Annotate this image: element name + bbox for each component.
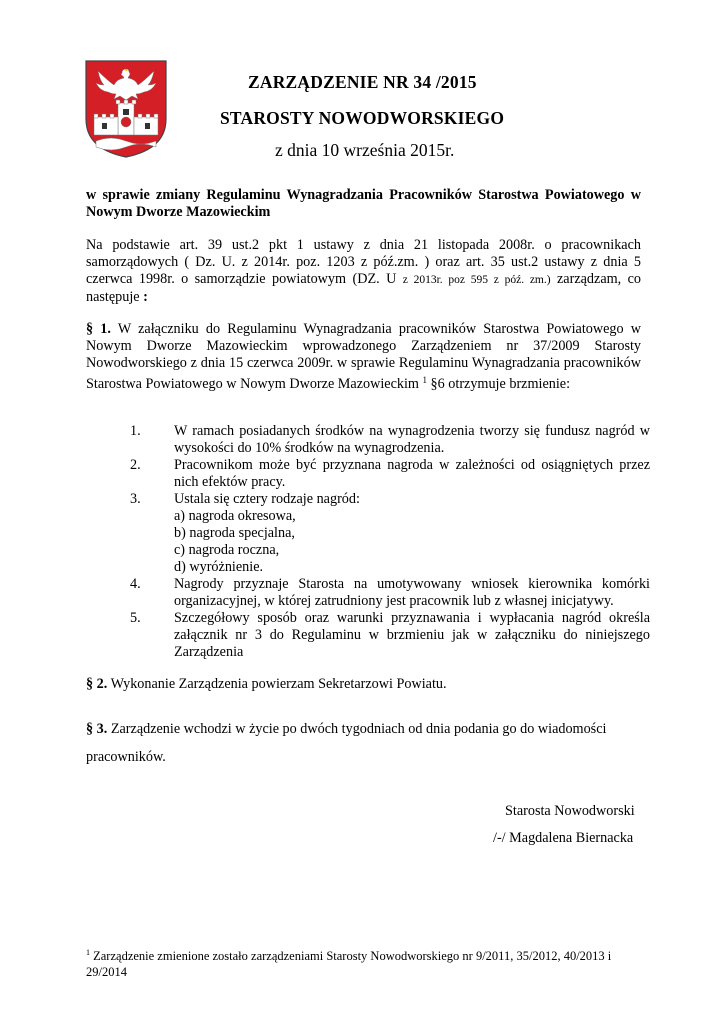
document-date: z dnia 10 września 2015r. — [275, 140, 455, 160]
section-1-mark: § 1. — [86, 321, 111, 337]
section-1-text: W załączniku do Regulaminu Wynagradzania pracowników Starostwa Powiatowego w Nowym Dworze Mazowieckim wprowadzonego Zarządzeniem nr 37/2009 Starosty Nowodworskiego z dnia 15 czerwca 2009r. w sprawie Regulaminu Wynagradzania pracowników Starostwa Powiatowego w Nowym Dworze Mazowieckim — [86, 321, 642, 392]
list-item-number: 1. — [130, 423, 141, 439]
list-item — [130, 423, 650, 457]
footnote-number: 1 — [86, 948, 90, 957]
document-subject: w sprawie zmiany Regulaminu Wynagradzania Pracowników Starostwa Powiatowego w Nowym Dworze Mazowieckim — [86, 187, 641, 220]
sub-list-item: a) nagroda okresowa, — [174, 508, 296, 524]
legal-basis-reference: z 2013r. poz 595 z póź. zm.) — [402, 274, 551, 286]
list-item-number: 2. — [130, 457, 141, 473]
sub-list-item: b) nagroda specjalna, — [174, 525, 295, 541]
section-2-mark: § 2. — [86, 676, 108, 692]
list-item-number: 5. — [130, 610, 141, 626]
sub-list-item: c) nagroda roczna, — [174, 542, 280, 558]
list-item-number: 4. — [130, 576, 141, 592]
section-3-text: Zarządzenie wchodzi w życie po dwóch tygodniach od dnia podania go do wiadomości pracowników. — [86, 721, 607, 765]
list-item — [130, 576, 650, 610]
section-3-paragraph — [86, 715, 646, 771]
footnote-text: Zarządzenie zmienione zostało zarządzeniami Starosty Nowodworskiego nr 9/2011, 35/2012, 40/2013 i 29/2014 — [86, 949, 612, 979]
list-item-text: Szczegółowy sposób oraz warunki przyznawania i wypłacania nagród określa załącznik nr 3 do Regulaminu w brzmieniu jak w załączniku do niniejszego Zarządzenia — [174, 610, 650, 660]
list-item — [130, 491, 650, 576]
sub-list-item: d) wyróżnienie. — [174, 559, 264, 575]
legal-basis-paragraph — [86, 237, 641, 306]
legal-basis-text: Na podstawie art. 39 ust.2 pkt 1 ustawy z dnia 21 listopada 2008r. o pracownikach samorządowych ( Dz. U. z 2014r. poz. 1203 z póź.zm. ) oraz art. 35 ust.2 ustawy z dnia 5 czerwca 1998r. o samorządzie powiatowym (DZ. U — [86, 237, 641, 287]
document-title: ZARZĄDZENIE NR 34 /2015 — [248, 72, 477, 92]
list-item-text: Ustala się cztery rodzaje nagród: — [174, 491, 360, 507]
section-1-list — [130, 423, 650, 661]
document-issuer: STAROSTY NOWODWORSKIEGO — [220, 108, 505, 128]
legal-basis-colon: : — [143, 289, 148, 305]
section-2-paragraph — [86, 676, 447, 693]
section-1-paragraph — [86, 321, 641, 393]
section-2-text: Wykonanie Zarządzenia powierzam Sekretarzowi Powiatu. — [107, 676, 447, 692]
list-item-text: W ramach posiadanych środków na wynagrodzenia tworzy się fundusz nagród w wysokości do 10% środków na wynagrodzenia. — [174, 423, 650, 456]
coat-of-arms-icon — [84, 59, 168, 159]
list-item-number: 3. — [130, 491, 141, 507]
section-3-mark: § 3. — [86, 721, 108, 737]
list-item — [130, 610, 650, 661]
section-1-text-end: §6 otrzymuje brzmienie: — [427, 376, 571, 392]
legal-basis-text-end: zarządzam, co następuje — [86, 271, 642, 305]
footnote-reference: 1 — [422, 375, 427, 385]
list-item-text: Nagrody przyznaje Starosta na umotywowany wniosek kierownika komórki organizacyjnej, w której zatrudniony jest pracownik lub z własnej inicjatywy. — [174, 576, 650, 609]
footnote — [86, 945, 646, 980]
list-item-text: Pracownikom może być przyznana nagroda w zależności od osiągniętych przez nich efektów pracy. — [174, 457, 650, 490]
list-item — [130, 457, 650, 491]
signature-name: /-/ Magdalena Biernacka — [493, 830, 634, 846]
signature-title: Starosta Nowodworski — [505, 803, 635, 819]
